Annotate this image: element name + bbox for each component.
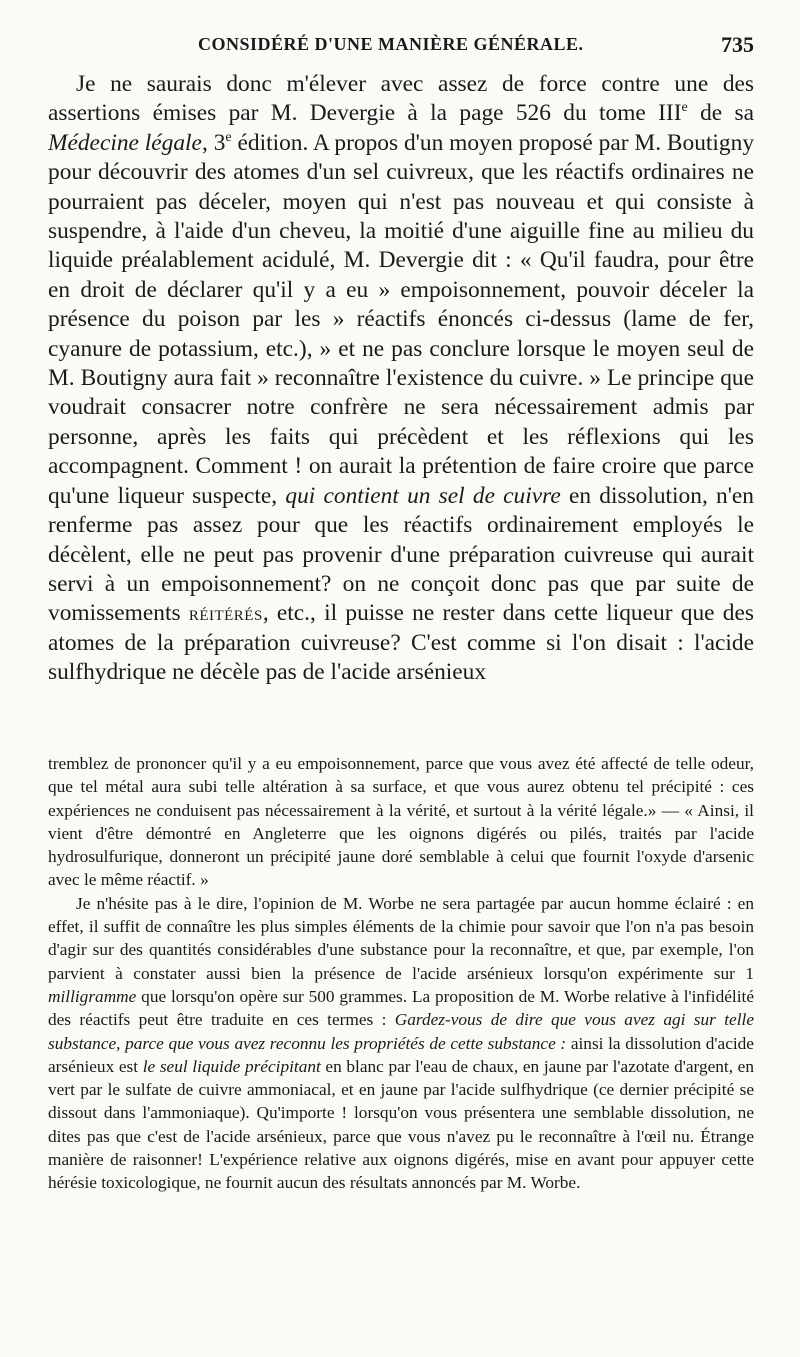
quoted-phrase: Gardez-vous de dire que vous avez agi sur telle substance, parce que vous avez reconnu les propriétés de cette substance :	[48, 1010, 754, 1053]
running-title: CONSIDÉRÉ D'UNE MANIÈRE GÉNÉRALE.	[198, 34, 584, 54]
main-paragraph: Je ne saurais donc m'élever avec assez de force contre une des assertions émises par M. Devergie à la page 526 du tome IIIe de sa Médecine légale, 3e édition. A propos d'un moyen proposé par M. Boutigny pour découvrir des atomes d'un sel cuivreux, que les réactifs ordinaires ne pourraient pas déceler, moyen qui n'est pas nouveau et qui consiste à suspendre, à l'aide d'un cheveu, la moitié d'une aiguille fine au milieu du liquide préalablement acidulé, M. Devergie dit : « Qu'il faudra, pour être en droit de déclarer qu'il y a eu » empoisonnement, pouvoir déceler la présence du poison par les » réactifs énoncés ci-dessus (lame de fer, cyanure de potassium, etc.), » et ne pas conclure lorsque le moyen seul de M. Boutigny aura fait » reconnaître l'existence du cuivre. » Le principe que voudrait consacrer notre confrère ne sera nécessairement admis par personne, après les faits qui précèdent et les réflexions qui les accompagnent. Comment ! on aurait la prétention de faire croire que parce qu'une liqueur suspecte, qui contient un sel de cuivre en dissolution, n'en renferme pas assez pour que les réactifs ordinairement employés le décèlent, elle ne peut pas provenir d'une préparation cuivreuse qui aurait servi à un empoisonnement? on ne conçoit donc pas que par suite de vomissements réitérés, etc., il puisse ne rester dans cette liqueur que des atomes de la préparation cuivreuse? C'est comme si l'on disait : l'acide sulfhydrique ne décèle pas de l'acide arsénieux	[48, 71, 755, 686]
emphasis-phrase: qui contient un sel de cuivre	[285, 482, 561, 509]
note-text	[48, 752, 754, 1195]
small-caps-word: réitérés	[188, 601, 263, 626]
page-header	[48, 34, 754, 64]
note-paragraph: Je n'hésite pas à le dire, l'opinion de M. Worbe ne sera partagée par aucun homme éclairé : en effet, il suffit de connaître les plus simples éléments de la chimie pour savoir que l'on n'a pas besoin d'agir sur des quantités considérables d'une substance pour la reconnaître, et que, par exemple, l'on parvient à constater aussi bien la présence de l'acide arsénieux lorsqu'on expérimente sur 1 milligramme que lorsqu'on opère sur 500 grammes. La proposition de M. Worbe relative à l'infidélité des réactifs peut être traduite en ces termes : Gardez-vous de dire que vous avez agi sur telle substance, parce que vous avez reconnu les propriétés de cette substance : ainsi la dissolution d'acide arsénieux est le seul liquide précipitant en blanc par l'eau de chaux, en jaune par l'azotate d'argent, en vert par le sulfate de cuivre ammoniacal, et en jaune par l'acide sulfhydrique (ce dernier précipité se dissout dans l'ammoniaque). Qu'importe ! lorsqu'on vous présentera une semblable dissolution, ne dites pas que c'est de l'acide arsénieux, parce que vous n'avez pu le reconnaître à l'œil nu. Étrange manière de raisonner! L'expérience relative aux oignons digérés, mise en avant pour appuyer cette hérésie toxicologique, ne fournit aucun des résultats annoncés par M. Worbe.	[48, 893, 754, 1193]
book-title: Médecine légale	[48, 129, 202, 156]
main-text	[48, 70, 754, 688]
note-paragraph-continued: tremblez de prononcer qu'il y a eu empoisonnement, parce que vous avez été affecté de telle odeur, que tel métal aura subi telle altération à sa surface, et que vous aurez obtenu tel précipité : ces expériences ne conduisent pas nécessairement à la vérité, et surtout à la vérité légale.» — « Ainsi, il vient d'être démontré en Angleterre que les oignons digérés ou pilés, traités par l'acide hydrosulfurique, donneront un précipité jaune doré semblable à celui que fournit l'oxyde d'arsenic avec le même réactif. »	[48, 754, 754, 890]
page-number: 735	[721, 32, 754, 57]
